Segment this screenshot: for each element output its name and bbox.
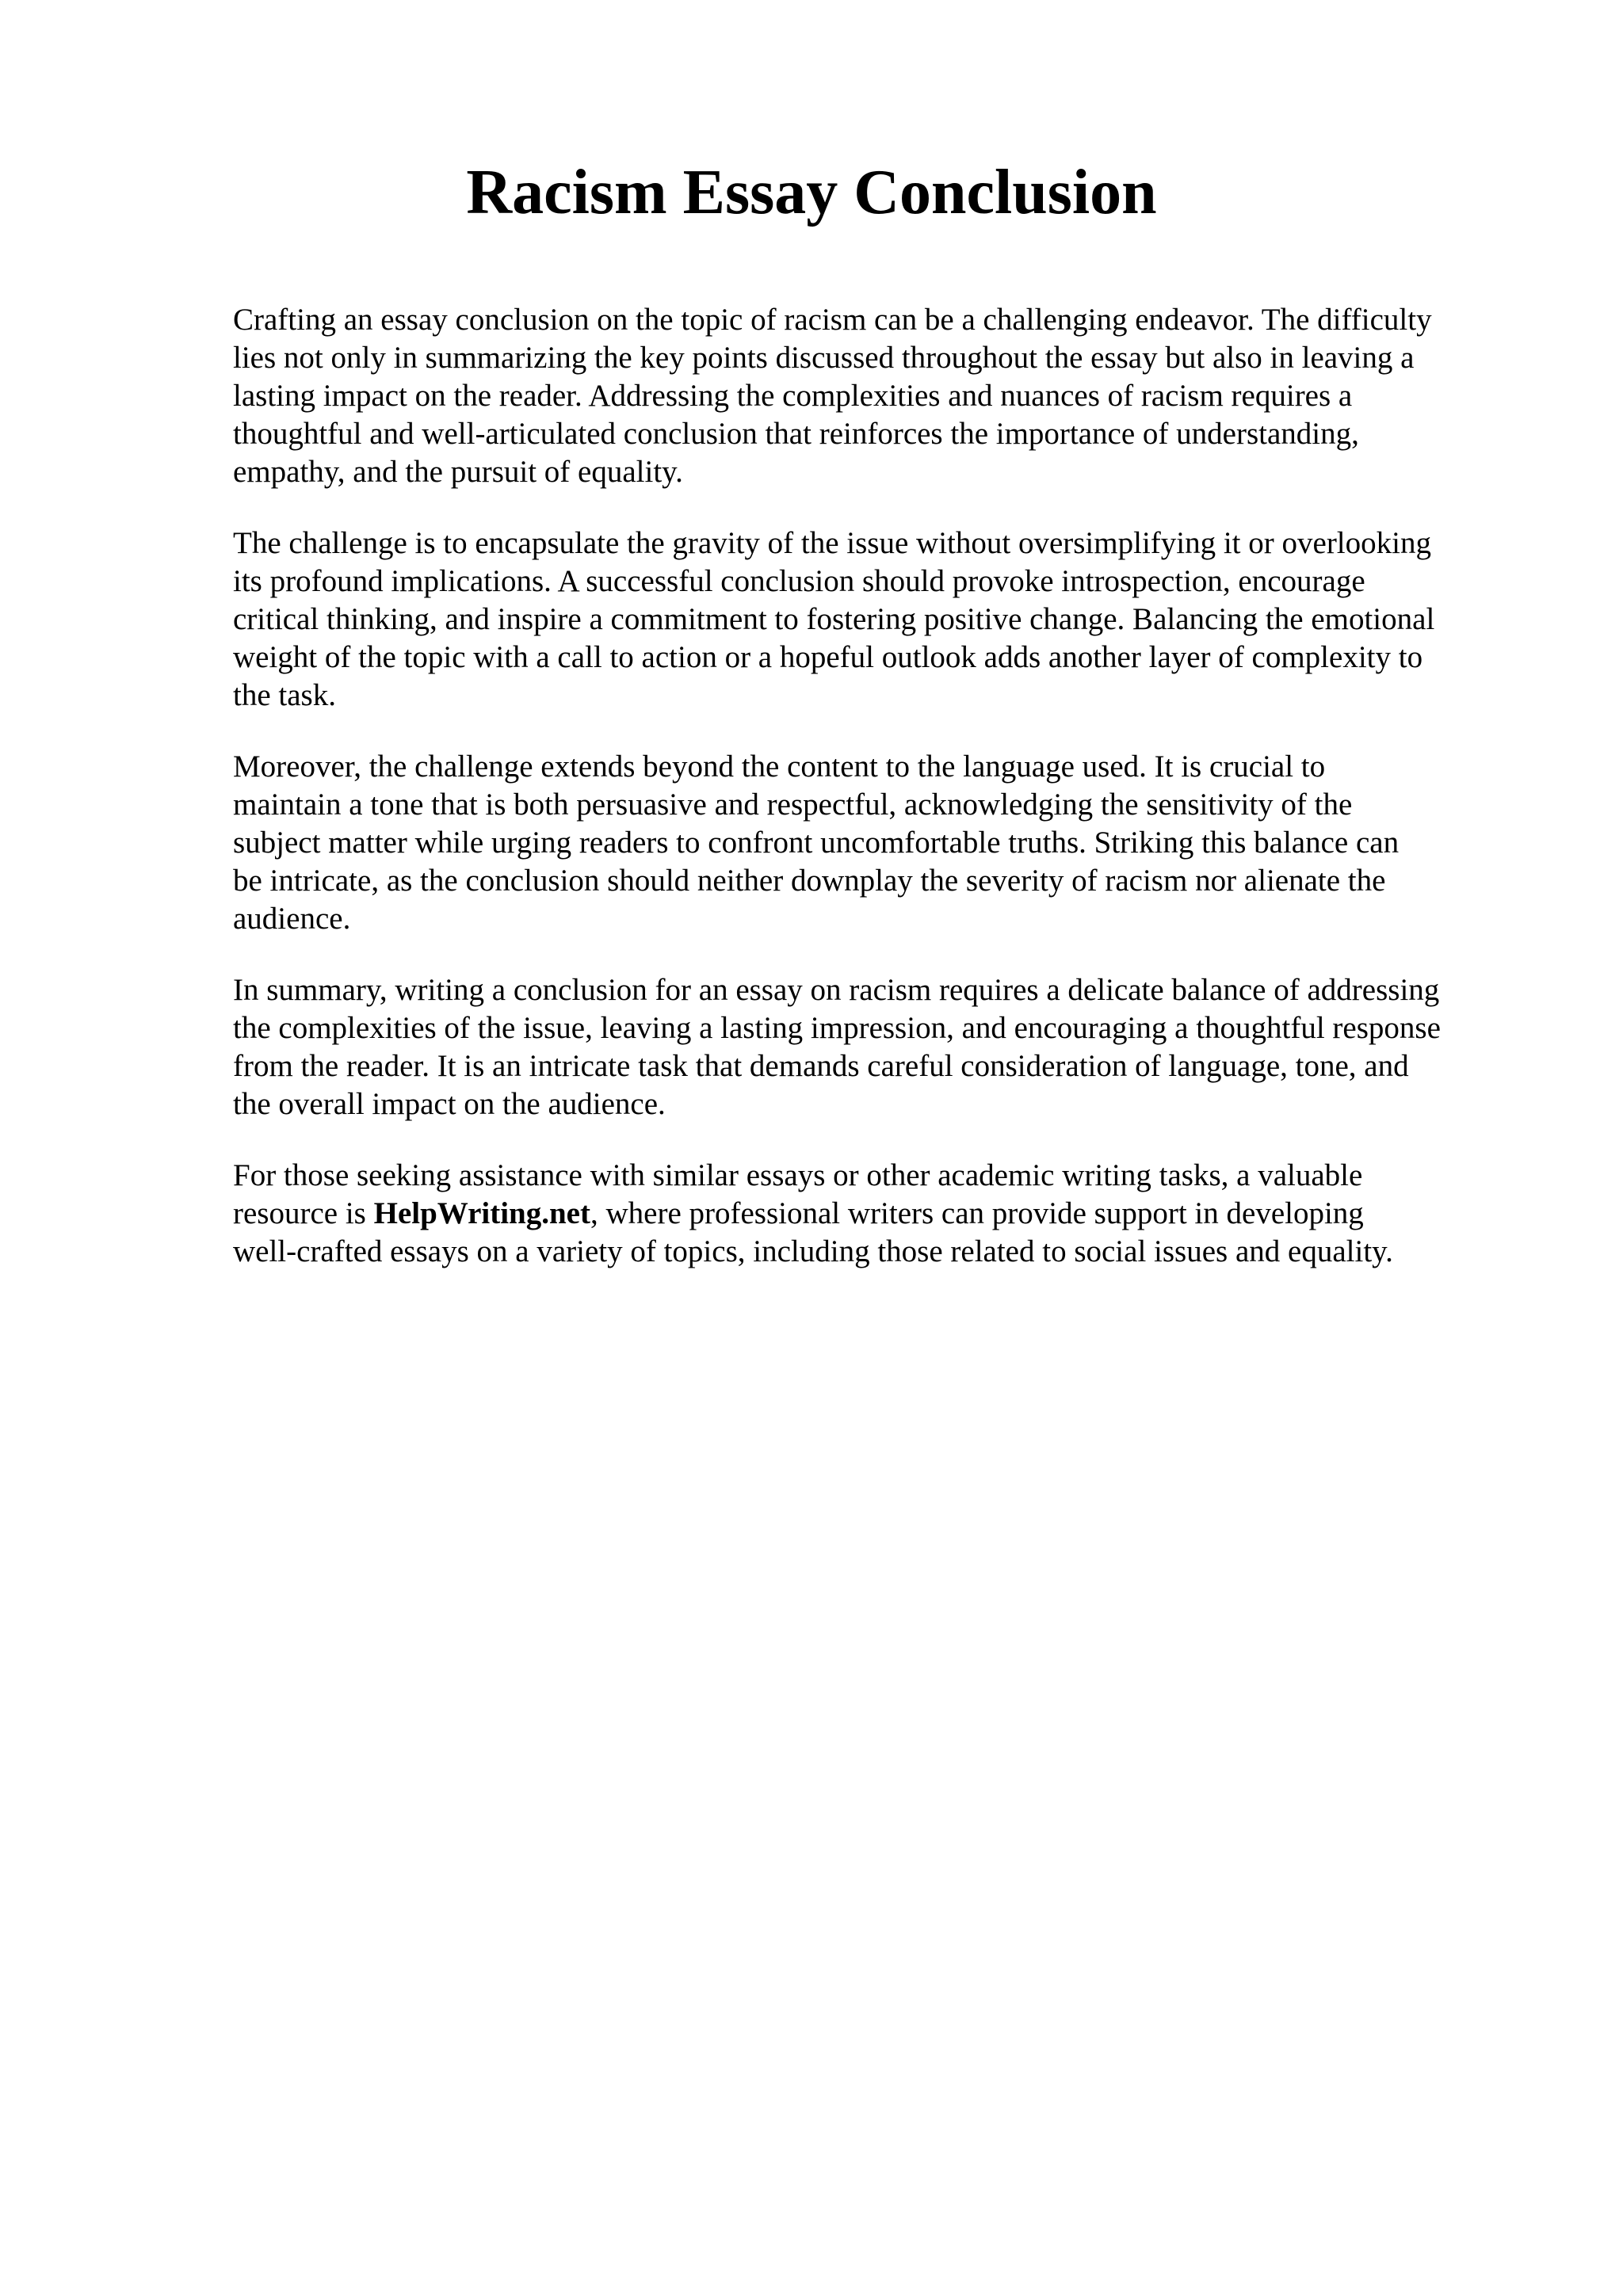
paragraph-line: In summary, writing a conclusion for an essay on racism requires a delicate balance of addressing: [233, 973, 1440, 1007]
paragraph-line: thoughtful and well-articulated conclusion that reinforces the importance of understanding,: [233, 417, 1359, 451]
paragraph-line: be intricate, as the conclusion should neither downplay the severity of racism nor alienate the: [233, 864, 1386, 898]
paragraph-line: For those seeking assistance with similar essays or other academic writing tasks, a valuable: [233, 1158, 1363, 1192]
paragraph-line: [233, 1195, 1533, 1233]
paragraph-1: [233, 301, 1533, 491]
paragraph-line: lies not only in summarizing the key points discussed throughout the essay but also in leaving a: [233, 341, 1415, 375]
closing-text-before: resource is: [233, 1196, 374, 1230]
document-body: [233, 301, 1533, 1304]
paragraph-line: the complexities of the issue, leaving a lasting impression, and encouraging a thoughtful response: [233, 1011, 1441, 1045]
closing-paragraph: [233, 1157, 1533, 1271]
paragraph-line: Crafting an essay conclusion on the topic of racism can be a challenging endeavor. The difficulty: [233, 303, 1432, 337]
paragraph-line: Moreover, the challenge extends beyond the content to the language used. It is crucial to: [233, 749, 1326, 784]
paragraph-line: maintain a tone that is both persuasive and respectful, acknowledging the sensitivity of the: [233, 788, 1353, 822]
paragraph-line: critical thinking, and inspire a commitment to fostering positive change. Balancing the emotional: [233, 602, 1435, 636]
paragraph-line: the overall impact on the audience.: [233, 1087, 666, 1121]
paragraph-line: lasting impact on the reader. Addressing the complexities and nuances of racism requires a: [233, 379, 1353, 413]
paragraph-line: empathy, and the pursuit of equality.: [233, 455, 683, 489]
paragraph-3: [233, 748, 1533, 938]
paragraph-line: from the reader. It is an intricate task that demands careful consideration of language, tone, and: [233, 1049, 1409, 1083]
page-title: Racism Essay Conclusion: [466, 158, 1157, 227]
paragraph-4: [233, 971, 1533, 1123]
paragraph-line: The challenge is to encapsulate the gravity of the issue without oversimplifying it or overlooking: [233, 526, 1431, 560]
paragraph-line: subject matter while urging readers to confront uncomfortable truths. Striking this balance can: [233, 826, 1400, 860]
paragraph-line: audience.: [233, 902, 351, 936]
paragraph-line: the task.: [233, 678, 336, 712]
helpwriting-link[interactable]: HelpWriting.net: [373, 1196, 590, 1230]
paragraph-line: well-crafted essays on a variety of topics, including those related to social issues and equality.: [233, 1234, 1393, 1268]
paragraph-line: its profound implications. A successful conclusion should provoke introspection, encourage: [233, 564, 1365, 598]
paragraph-line: weight of the topic with a call to action or a hopeful outlook adds another layer of complexity to: [233, 640, 1423, 674]
closing-text-after: , where professional writers can provide support in developing: [590, 1196, 1364, 1230]
paragraph-2: [233, 524, 1533, 715]
